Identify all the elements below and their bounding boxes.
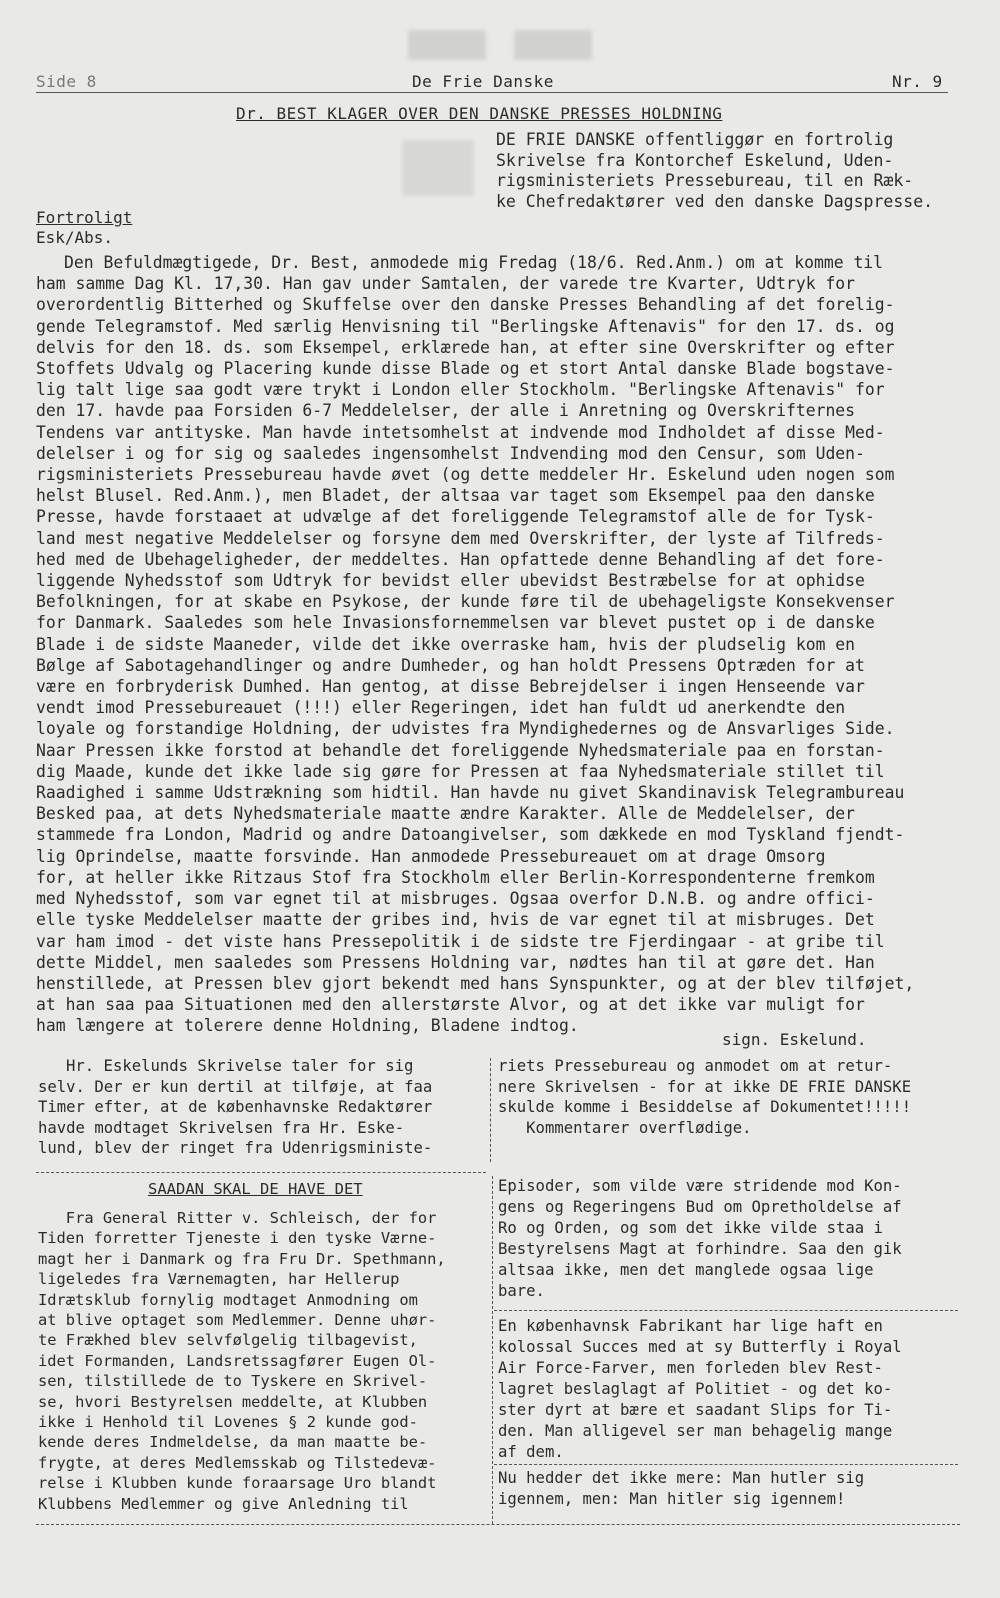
saadan-line: ligeledes fra Værnemagten, har Hellerup [38,1270,400,1289]
article-intro [496,130,966,212]
fabrikant-line: Air Force-Farver, men forleden blev Rest- [498,1359,883,1377]
page-label: Side 8 [36,72,97,91]
body-line: Naar Pressen ikke forstod at behandle det foreliggende Nyhedsmateriale paa en forstan- [36,740,885,760]
fabrikant-item [498,1316,968,1463]
body-line: ham længere at tolerere denne Holdning, Bladene indtog. [36,1016,579,1036]
comment-line: selv. Der er kun dertil at tilføje, at faa [38,1077,433,1096]
classification-label: Fortroligt [36,208,133,227]
saadan-title: SAADAN SKAL DE HAVE DET [148,1180,363,1198]
body-line: overordentlig Bitterhed og Skuffelse over den danske Presses Behandling af det forelig- [36,295,895,315]
scan-smudge-top-right [514,30,592,60]
saadan-left-column [38,1208,488,1514]
comment-line: Kommentarer overflødige. [498,1118,752,1137]
body-line: vendt imod Pressebureauet (!!!) eller Regeringen, idet han fuldt ud anerkendte den [36,698,846,718]
body-line: Presse, havde forstaaet at udvælge af det foreliggende Telegramstof alle de for Tysk- [36,507,875,527]
saadan-line: magt her i Danmark og fra Fru Dr. Spethmann, [38,1249,446,1268]
saadan-line: Ro og Orden, og som det ikke vilde staa i [498,1219,883,1237]
body-line: med Nyhedsstof, som var egnet til at misbruges. Ogsaa overfor D.N.B. og andre offici- [36,889,875,909]
saadan-line: idet Formanden, Landsretssagfører Eugen Ol- [38,1351,437,1370]
body-line: rigsministeriets Pressebureau havde øvet (og dette meddeler Hr. Eskelund uden nogen som [36,465,895,485]
saadan-line: Bestyrelsens Magt at forhindre. Saa den gik [498,1240,902,1258]
comment-line: Timer efter, at de københavnske Redaktører [38,1098,433,1117]
saadan-line: relse i Klubben kunde foraarsage Uro blandt [38,1474,437,1493]
fabrikant-line: ster dyrt at bære et saadant Slips for Ti- [498,1401,893,1419]
saadan-line: sen, tilstillede de to Tyskere en Skrivel- [38,1372,428,1391]
saadan-right-column [498,1176,968,1302]
saadan-line: altsaa ikke, men det manglede ogsaa lige [498,1261,874,1279]
body-line: stammede fra London, Madrid og andre Datoangivelser, som dækkede en mod Tyskland fjendt- [36,825,905,845]
hutler-line: Nu hedder det ikke mere: Man hutler sig [498,1469,865,1487]
saadan-line: kende deres Indmeldelse, da man maatte be- [38,1433,428,1452]
body-line: Blade i de sidste Maaneder, vilde det ikke overraske ham, hvis der pludselig kom en [36,634,856,654]
fabrikant-line: kolossal Succes med at sy Butterfly i Royal [498,1338,902,1356]
body-line: den 17. havde paa Forsiden 6-7 Meddelelser, der alle i Anretning og Overskrifternes [36,401,856,421]
article-title: Dr. BEST KLAGER OVER DEN DANSKE PRESSES HOLDNING [236,104,723,123]
body-line: helst Blusel. Red.Anm.), men Bladet, der altsaa var taget som Eksempel paa den danske [36,486,875,506]
comment-right-column [498,1056,968,1138]
saadan-line: te Frækhed blev selvfølgelig tilbagevist, [38,1331,418,1350]
fabrikant-line: lagret beslaglagt af Politiet - og det ko- [498,1380,893,1398]
body-line: elle tyske Meddelelser maatte der gribes ind, hvis de var egnet til at misbruges. Det [36,910,875,930]
body-line: dig Maade, kunde det ikke lade sig gøre for Pressen at faa Nyhedsmateriale stillet til [36,761,885,781]
body-line: henstillede, at Pressen blev gjort bekendt med hans Synspunkter, og at der blev tilføjet, [36,973,915,993]
body-line: at han saa paa Situationen med den allerstørste Alvor, og at det ikke var muligt for [36,995,865,1015]
saadan-line: Klubbens Medlemmer og give Anledning til [38,1494,409,1513]
body-line: liggende Nyhedsstof som Udtryk for bevidst eller ubevidst Bestræbelse for at ophidse [36,571,865,591]
fabrikant-line: den. Man alligevel ser man behagelig mange [498,1422,893,1440]
section-rule [36,1172,486,1174]
body-line: lig talt lige saa godt være trykt i London eller Stockholm. "Berlingske Aftenavis" for [36,380,885,400]
body-line: Bølge af Sabotagehandlinger og andre Dumheder, og han holdt Pressens Optræden for at [36,655,865,675]
saadan-line: frygte, at deres Medlemsskab og Tilstedevæ- [38,1453,437,1472]
body-line: land mest negative Meddelelser og forsyne dem med Overskrifter, der lyste af Tilfreds- [36,528,885,548]
body-line: for, at heller ikke Ritzaus Stof fra Stockholm eller Berlin-Korrespondenterne fremkom [36,867,875,887]
fabrikant-line: En københavnsk Fabrikant har lige haft en [498,1317,883,1335]
comment-line: nere Skrivelsen - for at ikke DE FRIE DANSKE [498,1077,912,1096]
saadan-line: ikke i Henhold til Lovenes § 2 kunde god- [38,1413,418,1432]
comment-line: skulde komme i Besiddelse af Dokumentet!!!!! [498,1098,912,1117]
saadan-line: bare. [498,1282,545,1300]
body-line: dette Middel, men saaledes som Pressens Holdning var, nødtes han til at gøre det. Han [36,952,875,972]
issue-number: Nr. 9 [892,72,943,91]
hutler-item [498,1468,968,1510]
intro-line: Skrivelse fra Kontorchef Eskelund, Uden- [496,150,894,170]
reference-label: Esk/Abs. [36,228,114,247]
article-body [36,252,966,1037]
fabrikant-line: af dem. [498,1443,564,1461]
saadan-line: at blive optaget som Medlemmer. Denne uhør- [38,1311,437,1330]
saadan-line: Idrætsklub fornylig modtaget Anmodning om [38,1290,418,1309]
body-line: loyale og forstandige Holdning, der udvistes fra Myndighedernes og de Ansvarliges Side. [36,719,895,739]
intro-line: ke Chefredaktører ved den danske Dagspresse. [496,191,934,211]
body-line: Besked paa, at dets Nyhedsmateriale maatte ændre Karakter. Alle de Meddelelser, der [36,804,856,824]
comment-left-column [38,1056,478,1159]
saadan-line: se, hvori Bestyrelsen meddelte, at Klubben [38,1392,428,1411]
hutler-rule [494,1464,958,1466]
comment-line: riets Pressebureau og anmodet om at retur- [498,1057,893,1075]
saadan-line: Tiden forretter Tjeneste i den tyske Værne- [38,1229,437,1248]
body-line: var ham imod - det viste hans Pressepolitik i de sidste tre Fjerdingaar - at gribe til [36,931,885,951]
comment-line: havde modtaget Skrivelsen fra Hr. Eske- [38,1118,405,1137]
saadan-line: Fra General Ritter v. Schleisch, der for [38,1209,437,1227]
body-line: være en forbryderisk Dumhed. Han gentog, at disse Bebrejdelser i ingen Henseende var [36,677,865,697]
paper-title: De Frie Danske [412,72,554,91]
comment-line: lund, blev der ringet fra Udenrigsministe- [38,1139,433,1158]
scan-smudge-top-left [408,30,486,60]
signature: sign. Eskelund. [722,1030,867,1049]
body-line: lig Oprindelse, maatte forsvinde. Han anmodede Pressebureauet om at drage Omsorg [36,846,826,866]
body-line: Raadighed i samme Udstrækning som hidtil. Han havde nu givet Skandinavisk Telegrambureau [36,783,905,803]
bottom-rule [36,1524,960,1526]
body-line: for Danmark. Saaledes som hele Invasionsfornemmelsen var blevet pustet op i de danske [36,613,875,633]
body-line: Tendens var antityske. Man havde intetsomhelst at indvende mod Indholdet af disse Med- [36,422,885,442]
body-line: ham samme Dag Kl. 17,30. Han gav under Samtalen, der varede tre Kvarter, Udtryk for [36,274,856,294]
body-line: hed med de Ubehageligheder, der meddeltes. Han opfattede denne Behandling af det fore- [36,549,885,569]
body-line: gende Telegramstof. Med særlig Henvisning til "Berlingske Aftenavis" for den 17. ds. og [36,316,895,336]
header-rule [36,92,948,93]
scan-smudge-mid [402,140,474,196]
comment-column-divider [490,1058,492,1162]
saadan-line: gens og Regeringens Bud om Opretholdelse af [498,1198,902,1216]
hutler-line: igennem, men: Man hitler sig igennem! [498,1490,846,1508]
body-line: Den Befuldmægtigede, Dr. Best, anmodede mig Fredag (18/6. Red.Anm.) om at komme til [64,253,884,272]
intro-line: DE FRIE DANSKE offentliggør en fortrolig [496,130,894,149]
body-line: delvis for den 18. ds. som Eksempel, erklærede han, at efter sine Overskrifter og efter [36,337,895,357]
fabrikant-rule [494,1310,958,1312]
body-line: Befolkningen, for at skabe en Psykose, der kunde føre til de ubehageligste Konsekvenser [36,592,895,612]
body-line: Stoffets Udvalg og Placering kunde disse Blade og et stort Antal danske Blade bogstave- [36,359,895,379]
saadan-line: Episoder, som vilde være stridende mod Kon- [498,1177,902,1195]
intro-line: rigsministeriets Pressebureau, til en Ræk- [496,171,914,190]
body-line: delelser i og for sig og saaledes ingensomhelst Indvending mod den Censur, som Uden- [36,443,865,463]
comment-line: Hr. Eskelunds Skrivelse taler for sig [66,1057,414,1075]
saadan-column-divider [492,1176,494,1524]
